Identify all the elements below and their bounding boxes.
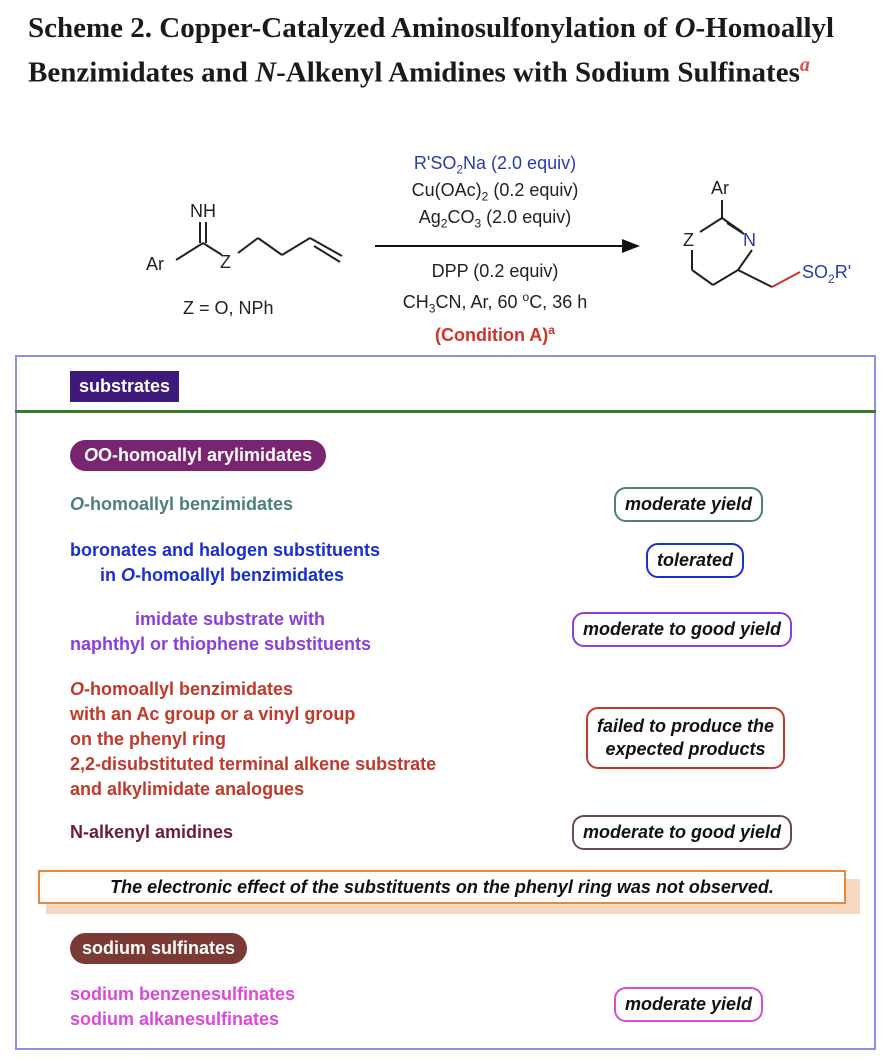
homoallyl-arylimidates-tag: OO-homoallyl arylimidates <box>70 440 326 471</box>
result-pill-sulfinates: moderate yield <box>614 987 763 1022</box>
ar-label-top: Ar <box>711 178 729 198</box>
reaction-conditions: $CH_3CN$, Ar, 60 $^o$C, 36 h <box>402 290 588 316</box>
substrates-tag: substrates <box>70 371 179 402</box>
z-label-left: Z <box>220 252 231 272</box>
condition-a-label: (Condition A)$^a$ <box>435 323 555 345</box>
n-label-ring: N <box>743 230 756 250</box>
result-pill-moderate-yield: moderate yield <box>614 487 763 522</box>
item-sodium-sulfinates: sodium benzenesulfinates sodium alkanesulfinates <box>70 984 296 1029</box>
item-failed-substrates: O-homoallyl benzimidates with an Ac group or a vinyl group on the phenyl ring 2,2-disubstituted terminal alkene substrate and alkylimidate analogues <box>70 679 437 799</box>
item-homoallyl-benzimidates: O-homoallyl benzimidates <box>70 494 294 514</box>
result-pill-moderate-good: moderate to good yield <box>572 612 792 647</box>
item-naphthyl-thiophene: imidate substrate with naphthyl or thiophene substituents <box>70 609 371 654</box>
reagent-silver: $Ag_2CO_3$ (2.0 equiv) <box>418 207 572 231</box>
reagent-dpp: DPP (0.2 equiv) <box>431 261 559 281</box>
result-pill-failed: failed to produce the expected products <box>586 707 785 769</box>
result-pill-amidines: moderate to good yield <box>572 815 792 850</box>
reagent-sulfinate: $R'SO_2Na$ (2.0 equiv) <box>413 153 577 177</box>
electronic-effect-note: The electronic effect of the substituents on the phenyl ring was not observed. <box>38 870 846 904</box>
item-boronates-halogens: boronates and halogen substituents in O-homoallyl benzimidates <box>70 540 381 585</box>
header-divider <box>15 410 876 413</box>
sulfonyl-group-label: $SO_2R'$ <box>802 262 852 286</box>
scheme-title: Scheme 2. Copper-Catalyzed Aminosulfonylation of O-Homoallyl Benzimidates and N-Alkenyl Amidines with Sodium Sulfinates$^a$ <box>28 12 835 89</box>
starting-material-structure <box>176 222 342 262</box>
sodium-sulfinates-tag: sodium sulfinates <box>70 933 247 964</box>
result-pill-tolerated: tolerated <box>646 543 744 578</box>
ar-label-left: Ar <box>146 254 164 274</box>
homoallyl-tag-text: O-homoallyl arylimidates <box>98 445 313 465</box>
reagent-sulfinate-suffix: Na (2.0 equiv) <box>463 153 577 173</box>
footnote-marker: a <box>799 54 810 76</box>
item-alkenyl-amidines: N-alkenyl amidines <box>70 822 234 842</box>
reagent-copper: $Cu(OAc)_2$ (0.2 equiv) <box>411 180 579 204</box>
z-definition: Z = O, NPh <box>183 298 274 318</box>
nh-label: NH <box>190 201 216 221</box>
z-label-ring: Z <box>683 230 694 250</box>
